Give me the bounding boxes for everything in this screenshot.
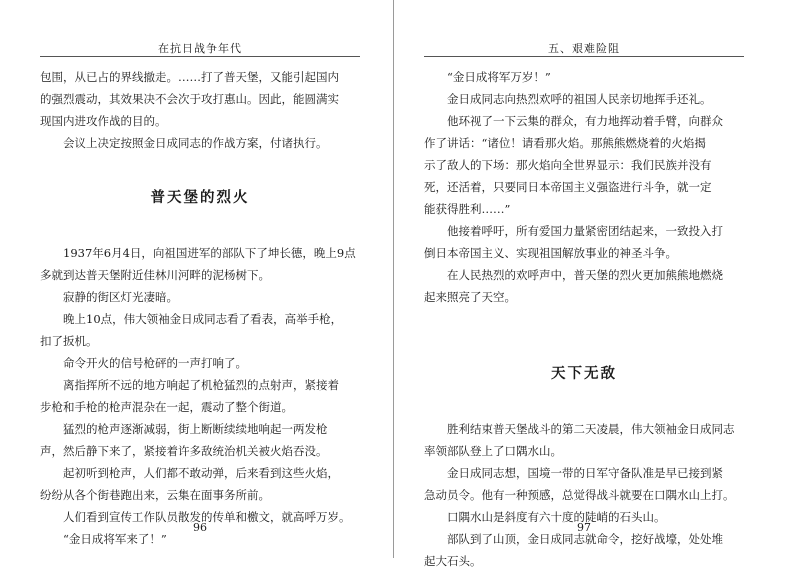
right-running-header: 五、艰难险阻 <box>548 42 620 55</box>
text-line: 寂静的街区灯光凄暗。 <box>63 290 178 304</box>
left-page-body <box>40 66 360 550</box>
text-line: 命令开火的信号枪砰的一声打响了。 <box>63 356 247 370</box>
right-page <box>394 0 787 568</box>
text-line: 扣了扳机。 <box>40 334 98 348</box>
left-page <box>0 0 393 558</box>
right-page-number: 97 <box>577 521 591 534</box>
left-header-rule <box>40 56 360 57</box>
paragraph-spacer <box>424 308 744 330</box>
text-line: 会议上决定按照金日成同志的作战方案，付诸执行。 <box>63 136 328 150</box>
text-line: 多就到达普天堡附近佳林川河畔的泥杨树下。 <box>40 268 270 282</box>
text-line: 急动员令。他有一种预感，总觉得战斗就要在口隅水山上打。 <box>424 488 735 502</box>
text-line: 口隅水山是斜度有六十度的陡峭的石头山。 <box>447 510 666 524</box>
text-line: 部队到了山顶，金日成同志就命令，挖好战壕，处处堆 <box>447 532 723 546</box>
text-line: 包围，从已占的界线撤走。……打了普天堡，又能引起国内 <box>40 70 339 84</box>
paragraph-spacer <box>40 220 360 242</box>
text-line: 1937年6月4日，向祖国进军的部队下了坤长德，晚上9点 <box>63 246 356 260</box>
right-header-rule <box>424 56 744 57</box>
text-line: 他接着呼吁，所有爱国力量紧密团结起来，一致投入打 <box>447 224 723 238</box>
left-running-header: 在抗日战争年代 <box>158 42 242 55</box>
text-line: 的强烈震动，其效果决不会次于攻打惠山。因此，能圆满实 <box>40 92 339 106</box>
text-line: 离指挥所不远的地方响起了机枪猛烈的点射声，紧接着 <box>63 378 339 392</box>
text-line: 起大石头。 <box>424 554 482 568</box>
text-line: “金日成将军万岁！” <box>447 70 551 84</box>
section-heading: 普天堡的烈火 <box>150 189 250 206</box>
left-page-number: 96 <box>193 521 207 534</box>
text-line: 纷纷从各个街巷跑出来，云集在面事务所前。 <box>40 488 270 502</box>
text-line: 声，然后静下来了，紧接着许多敌统治机关被火焰吞没。 <box>40 444 328 458</box>
text-line: 倒日本帝国主义、实现祖国解放事业的神圣斗争。 <box>424 246 677 260</box>
paragraph-spacer <box>424 330 744 352</box>
text-line: 作了讲话：“诸位！请看那火焰。那熊熊燃烧着的火焰揭 <box>424 136 706 150</box>
section-heading: 天下无敌 <box>551 365 617 382</box>
text-line: 他环视了一下云集的群众，有力地挥动着手臂，向群众 <box>447 114 723 128</box>
text-line: 在人民热烈的欢呼声中，普天堡的烈火更加熊熊地燃烧 <box>447 268 723 282</box>
text-line: “金日成将军来了！” <box>63 532 167 546</box>
text-line: 猛烈的枪声逐渐减弱，街上断断续续地响起一两发枪 <box>63 422 328 436</box>
text-line: 人们看到宣传工作队员散发的传单和檄文，就高呼万岁。 <box>63 510 351 524</box>
paragraph-spacer <box>424 396 744 418</box>
right-page-body <box>424 66 744 572</box>
text-line: 步枪和手枪的枪声混杂在一起，震动了整个街道。 <box>40 400 293 414</box>
text-line: 起来照亮了天空。 <box>424 290 516 304</box>
text-line: 金日成同志向热烈欢呼的祖国人民亲切地挥手还礼。 <box>447 92 712 106</box>
text-line: 胜利结束普天堡战斗的第二天凌晨，伟大领袖金日成同志 <box>447 422 735 436</box>
text-line: 能获得胜利……” <box>424 202 511 216</box>
text-line: 示了敌人的下场：那火焰向全世界显示：我们民族并没有 <box>424 158 712 172</box>
text-line: 死，还活着，只要同日本帝国主义强盗进行斗争，就一定 <box>424 180 712 194</box>
text-line: 现国内进攻作战的目的。 <box>40 114 167 128</box>
text-line: 起初听到枪声，人们都不敢动弹，后来看到这些火焰， <box>63 466 339 480</box>
text-line: 率领部队登上了口隅水山。 <box>424 444 562 458</box>
text-line: 金日成同志想，国境一带的日军守备队准是早已接到紧 <box>447 466 723 480</box>
paragraph-spacer <box>40 154 360 176</box>
text-line: 晚上10点，伟大领袖金日成同志看了看表，高举手枪， <box>63 312 343 326</box>
